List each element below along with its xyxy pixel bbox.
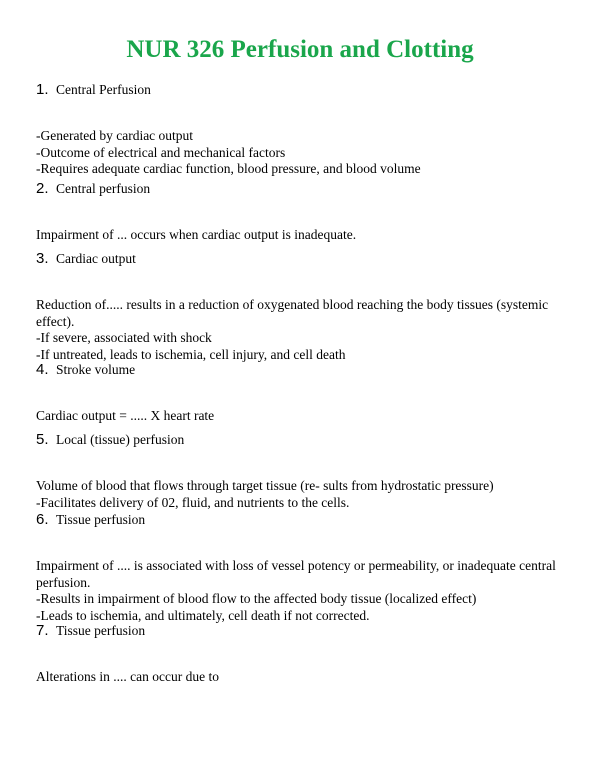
- question-number: 1.: [36, 81, 49, 98]
- page-title: NUR 326 Perfusion and Clotting: [126, 36, 474, 63]
- question-4: [36, 360, 576, 425]
- question-number: 3.: [36, 250, 49, 267]
- answer-text: [36, 227, 576, 244]
- answer-text: [36, 128, 576, 178]
- question-title: Central Perfusion: [56, 82, 151, 97]
- question-title: Cardiac output: [56, 251, 136, 266]
- question-5: [36, 430, 576, 511]
- answer-text: [36, 558, 576, 624]
- answer-line: Cardiac output = ..... X heart rate: [36, 408, 215, 423]
- question-3: [36, 249, 576, 363]
- question-header: [36, 179, 576, 199]
- answer-line: Impairment of ... occurs when cardiac output is inadequate.: [36, 227, 357, 242]
- question-2: [36, 179, 576, 244]
- answer-line: Alterations in .... can occur due to: [36, 669, 219, 684]
- answer-line: -Facilitates delivery of 02, fluid, and nutrients to the cells.: [36, 494, 350, 510]
- question-title: Central perfusion: [56, 181, 151, 196]
- answer-text: [36, 669, 576, 686]
- question-header: [36, 510, 576, 530]
- question-header: [36, 430, 576, 450]
- answer-line: Volume of blood that flows through target tissue (re- sults from hydrostatic pressure): [36, 478, 494, 493]
- answer-text: [36, 408, 576, 425]
- answer-line: -If untreated, leads to ischemia, cell injury, and cell death: [36, 346, 346, 362]
- question-number: 2.: [36, 180, 49, 197]
- question-title: Tissue perfusion: [56, 623, 146, 638]
- question-header: [36, 249, 576, 269]
- question-header: [36, 621, 576, 641]
- answer-line: -If severe, associated with shock: [36, 330, 212, 345]
- answer-line: Reduction of..... results in a reduction of oxygenated blood reaching the body tissues (systemic effect).: [36, 297, 549, 329]
- question-title: Tissue perfusion: [56, 512, 146, 527]
- question-title: Local (tissue) perfusion: [56, 432, 185, 447]
- question-header: [36, 360, 576, 380]
- question-1: [36, 80, 576, 178]
- question-number: 5.: [36, 431, 49, 448]
- answer-line: -Requires adequate cardiac function, blood pressure, and blood volume: [36, 161, 421, 176]
- question-title: Stroke volume: [56, 362, 136, 377]
- question-number: 4.: [36, 361, 49, 378]
- question-6: [36, 510, 576, 624]
- answer-text: [36, 297, 576, 363]
- answer-text: [36, 478, 576, 511]
- question-number: 6.: [36, 511, 49, 528]
- answer-line: -Leads to ischemia, and ultimately, cell death if not corrected.: [36, 607, 370, 623]
- question-number: 7.: [36, 622, 49, 639]
- question-header: [36, 80, 576, 100]
- answer-line: -Generated by cardiac output: [36, 128, 194, 143]
- answer-line: -Outcome of electrical and mechanical factors: [36, 144, 286, 160]
- answer-line: Impairment of .... is associated with loss of vessel potency or permeability, or inadequate central perfusion.: [36, 558, 556, 590]
- question-7: [36, 621, 576, 686]
- answer-line: -Results in impairment of blood flow to the affected body tissue (localized effect): [36, 591, 477, 606]
